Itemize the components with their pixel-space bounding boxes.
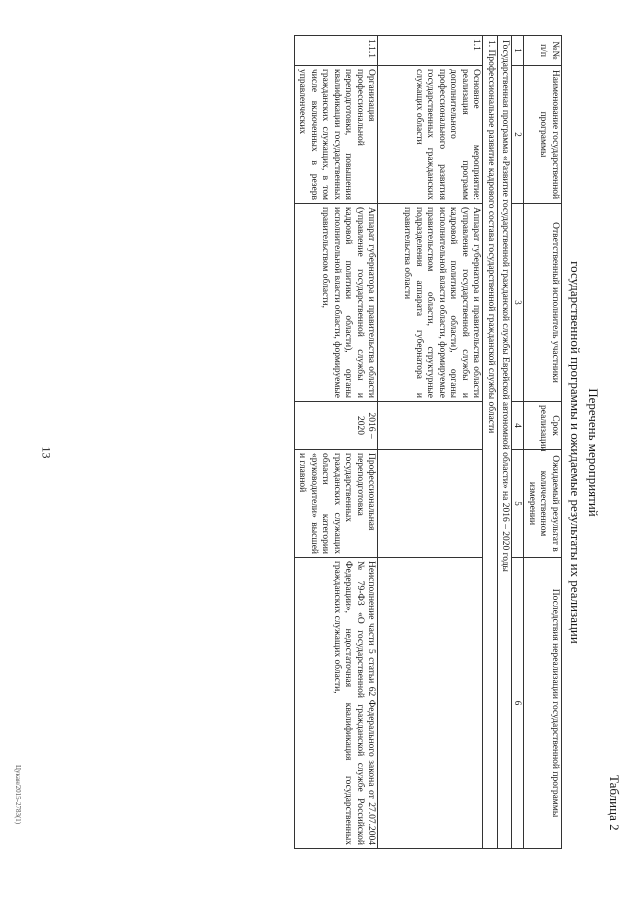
program-title: Государственная программа «Развитие государственной гражданской службы Еврейской автономной области» на 2016 – 2020 годы [498,36,513,849]
title-line-2: государственной программы и ожидаемые результаты их реализации [568,261,583,644]
header-row [524,36,562,849]
col-number: 4 [512,402,524,450]
section-row [483,36,498,849]
row-result: Профессиональная переподготовка государственных гражданских служащих области категории «руководители» высшей и главной [295,450,379,558]
row-num: 1.1.1 [295,36,379,66]
row-term: 2016 – 2020 [295,402,379,450]
row-executor: Аппарат губернатора и правительства области (управление государственной службы и кадровой политики области), органы исполнительной власти области, формируемые правительством области, [295,204,379,402]
measures-table [294,35,562,849]
header-consequence: Последствия нереализации государственной программы [524,558,562,849]
table-row [378,36,483,849]
row-name: Основное мероприятие: реализация программ дополнительного профессионального развития государственных гражданских служащих области [378,66,483,204]
row-term [378,402,483,450]
row-consequence [378,558,483,849]
rotated-page [0,30,640,875]
col-number: 1 [512,36,524,66]
header-executor: Ответственный исполнитель участники [524,204,562,402]
page-number: 13 [39,446,54,459]
row-name: Организация профессиональной переподготовки, повышения квалификации государственных гражданских служащих, в том числе включенных в резерв управленческих [295,66,379,204]
row-result [378,450,483,558]
table-row [295,36,379,849]
col-number: 5 [512,450,524,558]
header-name: Наименование государственной программы [524,66,562,204]
row-consequence: Неисполнение части 5 статьи 62 Федерального закона от 27.07.2004 № 79-ФЗ «О государственной гражданской службе Российской Федерации», недостаточная квалификация государственных гражданских служащих области, [295,558,379,849]
program-row [498,36,513,849]
row-num: 1.1 [378,36,483,66]
header-num: №№ п/п [524,36,562,66]
footer-stamp: Цукан/2015-2783(1) [14,765,22,825]
section-title: 1. Профессиональное развитие кадрового состава государственной гражданской службы области [483,36,498,849]
column-number-row [512,36,524,849]
col-number: 2 [512,66,524,204]
col-number: 3 [512,204,524,402]
header-term: Срок реализации [524,402,562,450]
table-label: Таблица 2 [607,775,622,831]
header-result: Ожидаемый результат в количественном измерении [524,450,562,558]
row-executor: Аппарат губернатора и правительства области (управление государственной службы и кадровой политики области), органы исполнительной власти области, формируемые правительством области, структурные подразделения аппарата губернатора и правительства области [378,204,483,402]
col-number: 6 [512,558,524,849]
document-title [566,30,602,875]
title-line-1: Перечень мероприятий [586,388,601,517]
